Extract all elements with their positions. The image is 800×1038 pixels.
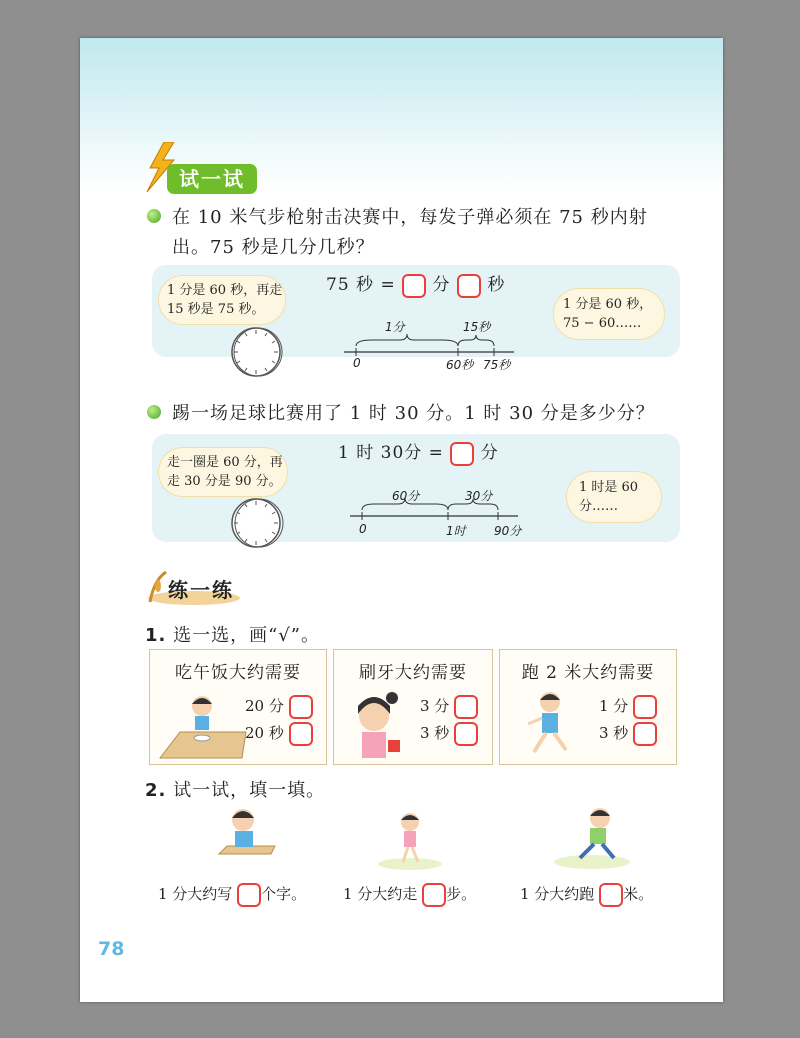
answer-box-characters[interactable] xyxy=(237,883,261,907)
q2-line-label-0: 0 xyxy=(359,522,367,536)
boy-writing-icon xyxy=(213,806,279,866)
q1-text-line1: 在 10 米气步枪射击决赛中，每发子弹必须在 75 秒内射 xyxy=(172,207,648,228)
section-header-try: 试一试 xyxy=(167,164,257,194)
q2-minutes-answer-box[interactable] xyxy=(450,442,474,466)
answer-box-meters[interactable] xyxy=(599,883,623,907)
textbook-page xyxy=(80,38,723,1002)
q2-line-label-30min: 30分 xyxy=(465,489,493,503)
panel-title: 刷牙大约需要 xyxy=(359,663,467,683)
q2-thought-bubble-left xyxy=(158,447,288,497)
clock-face-icon xyxy=(228,326,286,380)
q2-text: 踢一场足球比赛用了 1 时 30 分。1 时 30 分是多少分？ xyxy=(172,403,655,424)
q2-thought-bubble-right xyxy=(566,471,662,523)
ex1-panel-brushing xyxy=(333,649,493,765)
q1-line-label-1min: 1分 xyxy=(385,320,405,334)
panel-option-2: 3 秒 xyxy=(420,722,478,746)
q1-line-label-0: 0 xyxy=(353,356,361,370)
bullet-icon xyxy=(147,209,161,223)
q1-bubble-left-line2: 15 秒是 75 秒。 xyxy=(167,302,265,317)
q2-line-label-60min: 60分 xyxy=(392,489,420,503)
q1-eq-left: 75 秒 = xyxy=(326,275,396,295)
girl-running-icon xyxy=(520,688,580,760)
q1-thought-bubble-left xyxy=(158,275,286,325)
panel-title: 跑 2 米大约需要 xyxy=(521,663,655,683)
q1-seconds-answer-box[interactable] xyxy=(457,274,481,298)
q1-bubble-right-line1: 1 分是 60 秒， xyxy=(563,297,653,312)
checkbox-3sec[interactable] xyxy=(454,722,478,746)
ex2-item-running: 1 分大约跑 米。 xyxy=(520,883,653,907)
bullet-icon xyxy=(147,405,161,419)
q2-line-label-1h: 1时 xyxy=(446,524,466,538)
q2-bubble-left-line2: 走 30 分是 90 分。 xyxy=(167,474,282,489)
ex2-item-writing: 1 分大约写 个字。 xyxy=(158,883,306,907)
girl-eating-icon xyxy=(158,690,248,760)
q1-equation xyxy=(326,270,505,298)
q1-eq-mid: 分 xyxy=(432,275,451,295)
ex1-text: 选一选，画“√”。 xyxy=(173,625,320,646)
panel-option-2: 20 秒 xyxy=(245,722,313,746)
checkbox-3min[interactable] xyxy=(454,695,478,719)
checkbox-20sec[interactable] xyxy=(289,722,313,746)
panel-option-1: 20 分 xyxy=(245,695,313,719)
checkbox-1min[interactable] xyxy=(633,695,657,719)
q2-line-label-90min: 90分 xyxy=(494,524,522,538)
ex2-prompt xyxy=(145,776,325,802)
ex1-panel-running xyxy=(499,649,677,765)
q2-eq-left: 1 时 30分 = xyxy=(338,443,444,463)
q1-line-label-75s: 75秒 xyxy=(483,358,511,372)
boy-running-icon xyxy=(552,804,632,870)
q1-text-line2: 出。75 秒是几分几秒？ xyxy=(172,237,375,258)
q2-bubble-right-line2: 分…… xyxy=(579,499,619,514)
q1-minutes-answer-box[interactable] xyxy=(402,274,426,298)
checkbox-20min[interactable] xyxy=(289,695,313,719)
q1-bubble-left-line1: 1 分是 60 秒，再走 xyxy=(167,283,283,298)
panel-option-1: 3 分 xyxy=(420,695,478,719)
q1-line-label-60s: 60秒 xyxy=(446,358,474,372)
panel-option-2: 3 秒 xyxy=(599,722,657,746)
ex2-number: 2. xyxy=(145,780,167,801)
girl-walking-icon xyxy=(375,806,445,870)
clock-face-icon xyxy=(228,497,288,551)
girl-brushing-teeth-icon xyxy=(348,688,408,760)
checkbox-3sec-run[interactable] xyxy=(633,722,657,746)
answer-box-steps[interactable] xyxy=(422,883,446,907)
q2-eq-right: 分 xyxy=(480,443,499,463)
q2-equation xyxy=(338,438,499,466)
panel-option-1: 1 分 xyxy=(599,695,657,719)
panel-title: 吃午饭大约需要 xyxy=(175,663,301,683)
q1-bubble-right-line2: 75 − 60…… xyxy=(563,316,642,331)
ex1-number: 1. xyxy=(145,625,167,646)
q2-bubble-left-line1: 走一圈是 60 分，再 xyxy=(167,455,283,470)
q1-eq-right: 秒 xyxy=(487,275,506,295)
ex2-item-walking: 1 分大约走 步。 xyxy=(343,883,476,907)
page-number: 78 xyxy=(98,938,125,960)
ex1-prompt xyxy=(145,621,320,647)
q1-thought-bubble-right xyxy=(553,288,665,340)
ex1-panel-lunch xyxy=(149,649,327,765)
q1-line-label-15s: 15秒 xyxy=(463,320,491,334)
q2-bubble-right-line1: 1 时是 60 xyxy=(579,480,639,495)
section-header-practice: 练一练 xyxy=(168,578,234,602)
ex2-text: 试一试，填一填。 xyxy=(173,780,326,801)
